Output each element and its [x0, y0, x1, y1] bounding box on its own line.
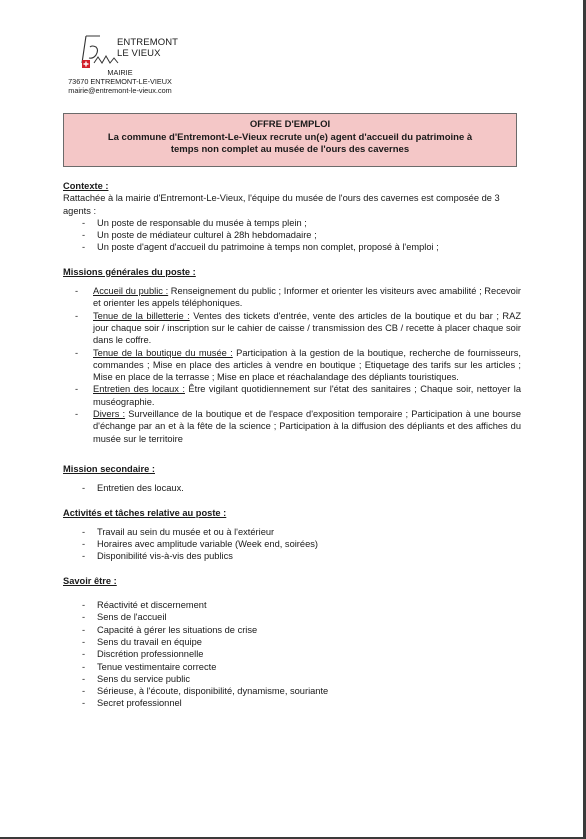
brand-name [117, 37, 178, 59]
mountain-logo-icon [80, 33, 120, 69]
list-item: - Secret professionnel [63, 697, 521, 709]
contexte-text: Rattachée à la mairie d'Entremont-Le-Vieux, l'équipe du musée de l'ours des cavernes est composée de 3 agents : [63, 193, 500, 216]
list-item: - Sens du travail en équipe [63, 636, 521, 648]
offer-body [63, 180, 521, 710]
email-address: mairie@entremont-le-vieux.com [68, 86, 172, 96]
mairie-label: MAIRIE [107, 68, 133, 77]
savoir-title: Savoir être : [63, 575, 117, 586]
list-item: - Disponibilité vis-à-vis des publics [63, 550, 521, 562]
postal-address: 73670 ENTREMONT-LE-VIEUX [68, 77, 172, 87]
list-item [63, 347, 521, 384]
list-item [63, 310, 521, 347]
contexte-title: Contexte : [63, 181, 109, 191]
list-item: - Entretien des locaux. [63, 482, 521, 494]
mission-text: Ventes des tickets d'entrée, vente des articles de la boutique et du bar ; RAZ jour chaque soir / inscription sur le cahier de caisse / transmission des CB / recette à placer chaque soir dans le coffre. [93, 310, 521, 346]
job-offer-title-box [63, 113, 517, 167]
mission-text: Être vigilant quotidiennement sur l'état des sanitaires ; Chaque soir, nettoyer la muséographie. [93, 384, 521, 407]
list-item: - Tenue vestimentaire correcte [63, 661, 521, 673]
savoir-list [63, 599, 521, 710]
mission-text: Participation à la gestion de la boutique, recherche de fournisseurs, commandes ; Mise en place des articles à vendre en boutique ; Etiquetage des tarifs sur les articles ; Mise en place de la terrasse ; Mise en place et réachalandage des dépliants touristiques. [93, 347, 521, 383]
offer-heading: OFFRE D'EMPLOI [249, 119, 331, 130]
savoir-etre-section [63, 575, 521, 710]
mission-label: Accueil du public : [93, 286, 169, 297]
contexte-section [63, 180, 521, 254]
list-item: - Un poste de responsable du musée à temps plein ; [63, 217, 521, 229]
list-item: - Discrétion professionnelle [63, 648, 521, 660]
activites-list [63, 526, 521, 563]
secondaire-title: Mission secondaire : [63, 463, 155, 474]
list-item: - Sens du service public [63, 673, 521, 685]
commune-logo [80, 33, 190, 69]
list-item [63, 383, 521, 408]
missions-section [63, 266, 521, 445]
mairie-address-block [60, 68, 180, 96]
missions-list [63, 285, 521, 445]
contexte-list [63, 217, 521, 254]
mission-secondaire-section [63, 463, 521, 495]
list-item: - Un poste de médiateur culturel à 28h hebdomadaire ; [63, 229, 521, 241]
mission-label: Entretien des locaux : [93, 384, 185, 395]
offer-subtitle-line2: temps non complet au musée de l'ours des cavernes [170, 144, 410, 155]
list-item: - Un poste d'agent d'accueil du patrimoine à temps non complet, proposé à l'emploi ; [63, 241, 521, 253]
mission-label: Tenue de la boutique du musée : [93, 347, 233, 358]
list-item: - Sens de l'accueil [63, 611, 521, 623]
list-item: - Capacité à gérer les situations de crise [63, 624, 521, 636]
mission-text: Renseignement du public ; Informer et orienter les visiteurs avec amabilité ; Recevoir et orienter les appels téléphoniques. [93, 286, 521, 309]
brand-line2: LE VIEUX [117, 48, 161, 59]
offer-subtitle-line1: La commune d'Entremont-Le-Vieux recrute un(e) agent d'accueil du patrimoine à [107, 131, 473, 143]
list-item: - Sérieuse, à l'écoute, disponibilité, dynamisme, souriante [63, 685, 521, 697]
mission-label: Divers : [93, 409, 126, 420]
list-item [63, 408, 521, 445]
list-item: - Horaires avec amplitude variable (Week end, soirées) [63, 538, 521, 550]
list-item: - Réactivité et discernement [63, 599, 521, 611]
brand-line1: ENTREMONT [117, 37, 179, 48]
missions-title: Missions générales du poste : [63, 266, 196, 277]
mission-label: Tenue de la billetterie : [93, 310, 190, 321]
mission-text: Surveillance de la boutique et de l'espace d'exposition temporaire ; Participation à une bourse d'échange par an et à la fête de la science ; Participation à la diffusion des dépliants et des affiches du musée sur le territoire [93, 409, 521, 444]
list-item [63, 285, 521, 310]
activites-section [63, 507, 521, 563]
secondaire-list [63, 482, 521, 494]
activites-title: Activités et tâches relative au poste : [63, 507, 227, 518]
list-item: - Travail au sein du musée et ou à l'extérieur [63, 526, 521, 538]
